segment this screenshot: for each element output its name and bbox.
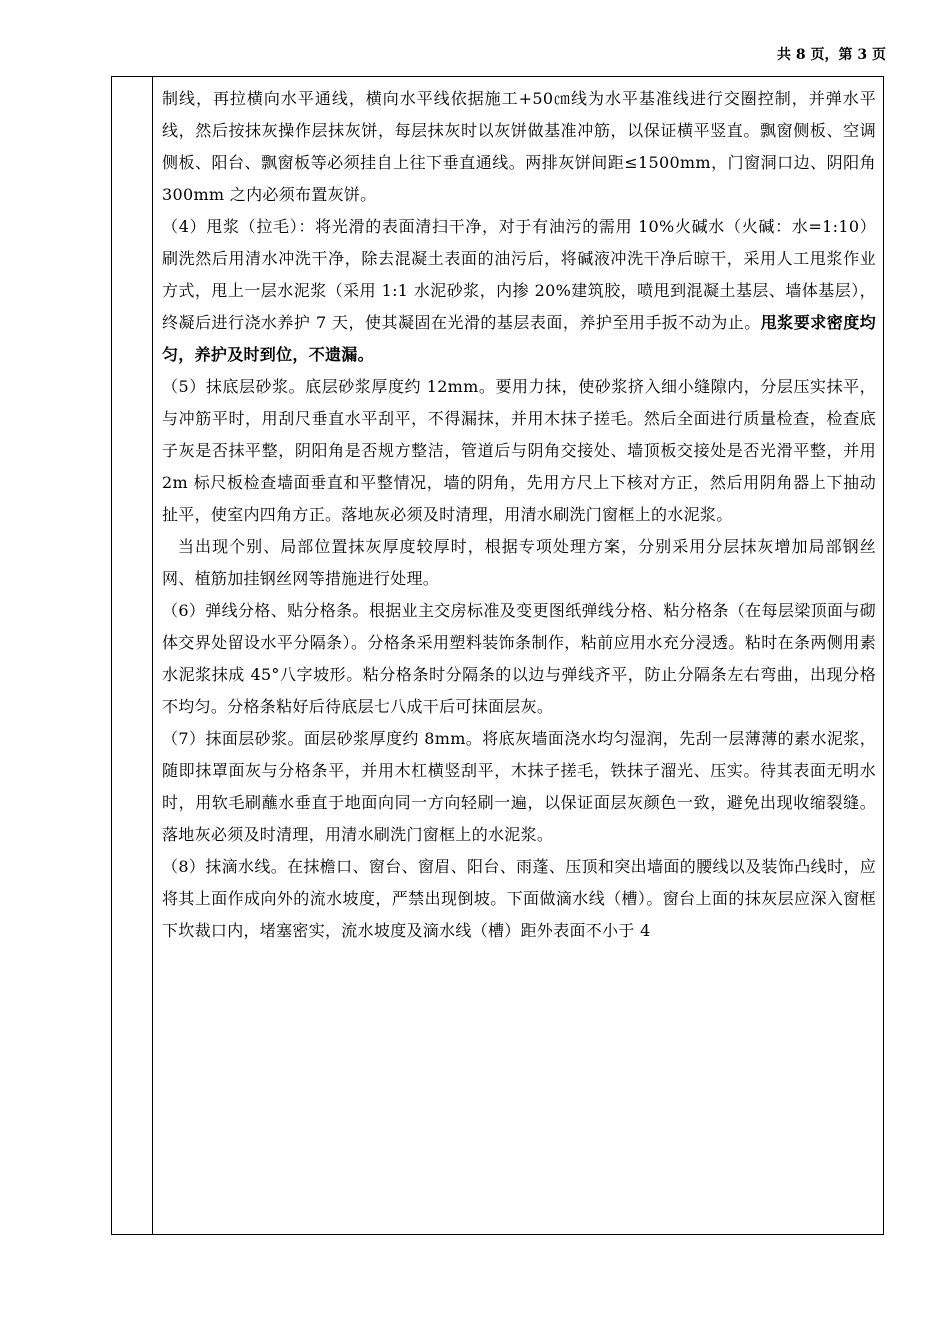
paragraph-leveling-lines: 制线，再拉横向水平通线，横向水平线依据施工+50㎝线为水平基准线进行交圈控制，并弹水平线，然后按抹灰操作层抹灰饼，每层抹灰时以灰饼做基准冲筋，以保证横平竖直。飘窗侧板、空调侧板、阳台、飘窗板等必须挂自上往下垂直通线。两排灰饼间距≤1500mm，门窗洞口边、阴阳角 300mm 之内必须布置灰饼。 <box>162 89 876 204</box>
table-left-column <box>112 77 153 1234</box>
slurry-requirement-bold: 甩浆要求密度均匀，养护及时到位，不遗漏。 <box>162 313 876 364</box>
paragraph-drip-line: （8）抹滴水线。在抹檐口、窗台、窗眉、阳台、雨蓬、压顶和突出墙面的腰线以及装饰凸线时，应将其上面作成向外的流水坡度，严禁出现倒坡。下面做滴水线（槽）。窗台上面的抹灰层应深入窗框下坎裁口内，堵塞密实，流水坡度及滴水线（槽）距外表面不小于 4 <box>162 857 876 940</box>
page-number-label: 共 8 页，第 3 页 <box>777 47 886 63</box>
content-table <box>111 76 884 1235</box>
paragraph-dividing-strips: （6）弹线分格、贴分格条。根据业主交房标准及变更图纸弹线分格、粘分格条（在每层梁顶面与砌体交界处留设水平分隔条）。分格条采用塑料装饰条制作，粘前应用水充分浸透。粘时在条两侧用素水泥浆抹成 45°八字坡形。粘分格条时分隔条的以边与弹线齐平，防止分隔条左右弯曲，出现分格不均匀。分格条粘好后待底层七八成干后可抹面层灰。 <box>162 601 876 716</box>
slurry-text: （4）甩浆（拉毛）：将光滑的表面清扫干净，对于有油污的需用 10%火碱水（火碱：水=1:10）刷洗然后用清水冲洗干净，除去混凝土表面的油污后，将碱液冲洗干净后晾干，采用人工甩浆作业方式，甩上一层水泥浆（采用 1:1 水泥砂浆，内掺 20%建筑胶，喷甩到混凝土基层、墙体基层），终凝后进行浇水养护 7 天，使其凝固在光滑的基层表面，养护至用手扳不动为止。 <box>162 217 876 332</box>
paragraph-base-mortar: （5）抹底层砂浆。底层砂浆厚度约 12mm。要用力抹，使砂浆挤入细小缝隙内，分层压实抹平，与冲筋平时，用刮尺垂直水平刮平，不得漏抹，并用木抹子搓毛。然后全面进行质量检查，检查底子灰是否抹平整，阴阳角是否规方整洁，管道后与阴角交接处、墙顶板交接处是否光滑平整，并用 2m 标尺板检查墙面垂直和平整情况，墙的阴角，先用方尺上下核对方正，然后用阴角器上下抽动扯平，使室内四角方正。落地灰必须及时清理，用清水刷洗门窗框上的水泥浆。 <box>162 377 876 524</box>
content-cell <box>162 83 876 947</box>
paragraph-slurry-throwing <box>162 211 876 371</box>
paragraph-surface-mortar: （7）抹面层砂浆。面层砂浆厚度约 8mm。将底灰墙面浇水均匀湿润，先刮一层薄薄的素水泥浆，随即抹罩面灰与分格条平，并用木杠横竖刮平，木抹子搓毛，铁抹子溜光、压实。待其表面无明水时，用软毛刷蘸水垂直于地面向同一方向轻刷一遍，以保证面层灰颜色一致，避免出现收缩裂缝。落地灰必须及时清理，用清水刷洗门窗框上的水泥浆。 <box>162 729 876 844</box>
paragraph-thick-plaster-note: 当出现个别、局部位置抹灰厚度较厚时，根据专项处理方案，分别采用分层抹灰增加局部钢丝网、植筋加挂钢丝网等措施进行处理。 <box>162 537 876 588</box>
